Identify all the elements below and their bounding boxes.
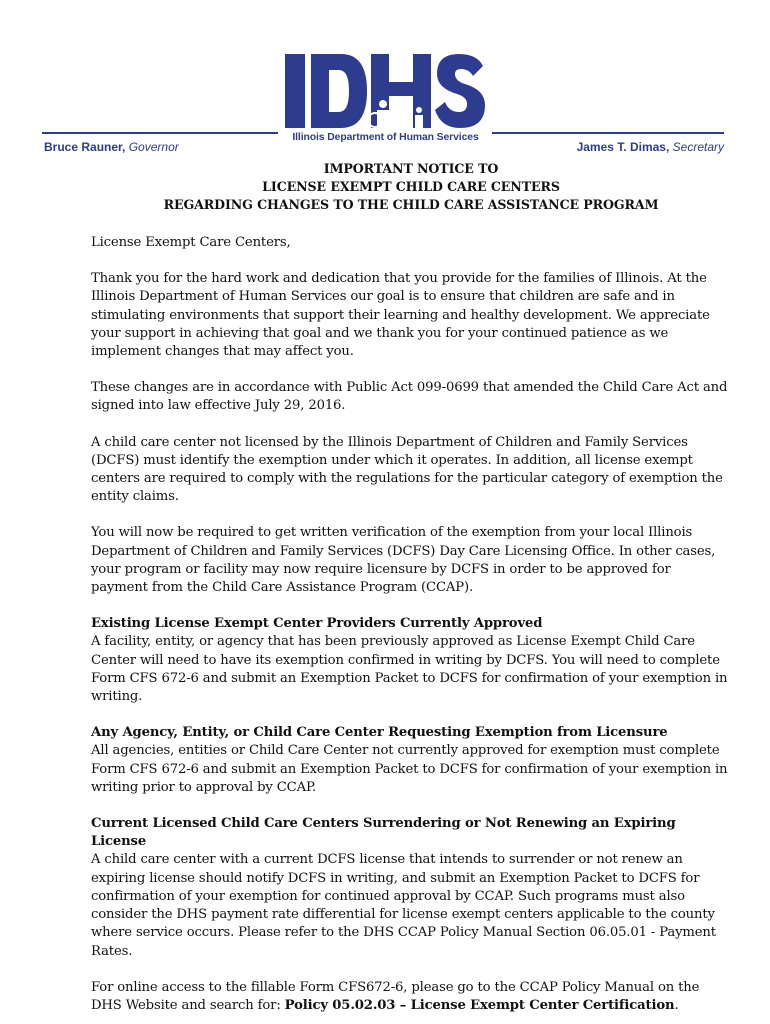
governor-signature [44,140,179,154]
closing-text: For online access to the fillable Form CFS672-6, please go to the CCAP Policy Manual on the DHS Website and search for: [91,979,700,1013]
agency-name: Illinois Department of Human Services [292,132,479,143]
paragraph-online-access [91,979,731,1015]
section-heading: Any Agency, Entity, or Child Care Center Requesting Exemption from Licensure [91,725,668,741]
section-text: A child care center with a current DCFS license that intends to surrender or not renew an expiring license should notify DCFS in writing, and submit an Exemption Packet to DCFS for confirmation of your exemption for continued approval by CCAP. Such programs must also consider the DHS payment rate differential for license exempt centers applicable to the county where service occurs. Please refer to the DHS CCAP Policy Manual Section 06.05.01 - Payment Rates. [91,852,716,959]
header-rule-right [492,132,724,134]
section-text: All agencies, entities or Child Care Center not currently approved for exemption must complete Form CFS 672-6 and submit an Exemption Packet to DCFS for confirmation of your exemption in writing prior to approval by CCAP. [91,743,728,795]
notice-title [61,160,761,214]
section-requesting-exemption [91,724,731,797]
title-line-2: LICENSE EXEMPT CHILD CARE CENTERS [262,179,560,194]
letterhead [0,0,770,160]
secretary-signature [577,140,724,154]
paragraph-intro: Thank you for the hard work and dedication that you provide for the families of Illinois. At the Illinois Department of Human Services our goal is to ensure that children are safe and in stimulating environments that support their learning and healthy development. We appreciate your support in achieving that goal and we thank you for your continued patience as we implement changes that may affect you. [91,271,710,360]
section-heading: Current Licensed Child Care Centers Surrendering or Not Renewing an Expiring License [91,816,676,850]
secretary-name: James T. Dimas, [576,140,670,154]
section-surrendering-license [91,815,731,961]
paragraph-exemption: A child care center not licensed by the Illinois Department of Children and Family Services (DCFS) must identify the exemption under which it operates. In addition, all license exempt centers are required to comply with the regulations for the particular category of exemption the entity claims. [91,434,723,505]
section-existing-providers [91,615,731,706]
section-text: A facility, entity, or agency that has been previously approved as License Exempt Child Care Center will need to have its exemption confirmed in writing by DCFS. You will need to complete Form CFS 672-6 and submit an Exemption Packet to DCFS for confirmation of your exemption in writing. [91,634,728,705]
header-rule-left [42,132,278,134]
title-line-1: IMPORTANT NOTICE TO [323,161,499,176]
salutation: License Exempt Care Centers, [91,235,291,250]
idhs-logo-icon [283,52,488,132]
notice-document [91,160,731,1015]
paragraph-public-act: These changes are in accordance with Public Act 099-0699 that amended the Child Care Act and signed into law effective July 29, 2016. [91,380,728,414]
governor-name: Bruce Rauner, [44,140,126,154]
closing-period: . [674,997,679,1013]
paragraph-verification: You will now be required to get written verification of the exemption from your local Illinois Department of Children and Family Services (DCFS) Day Care Licensing Office. In other cases, your program or facility may now require licensure by DCFS in order to be approved for payment from the Child Care Assistance Program (CCAP). [91,525,716,596]
secretary-title: Secretary [672,140,724,154]
idhs-logo [283,52,488,148]
title-line-3: REGARDING CHANGES TO THE CHILD CARE ASSISTANCE PROGRAM [163,197,659,212]
section-heading: Existing License Exempt Center Providers Currently Approved [91,616,543,632]
governor-title: Governor [128,140,179,154]
policy-reference: Policy 05.02.03 – License Exempt Center Certification [284,997,675,1013]
